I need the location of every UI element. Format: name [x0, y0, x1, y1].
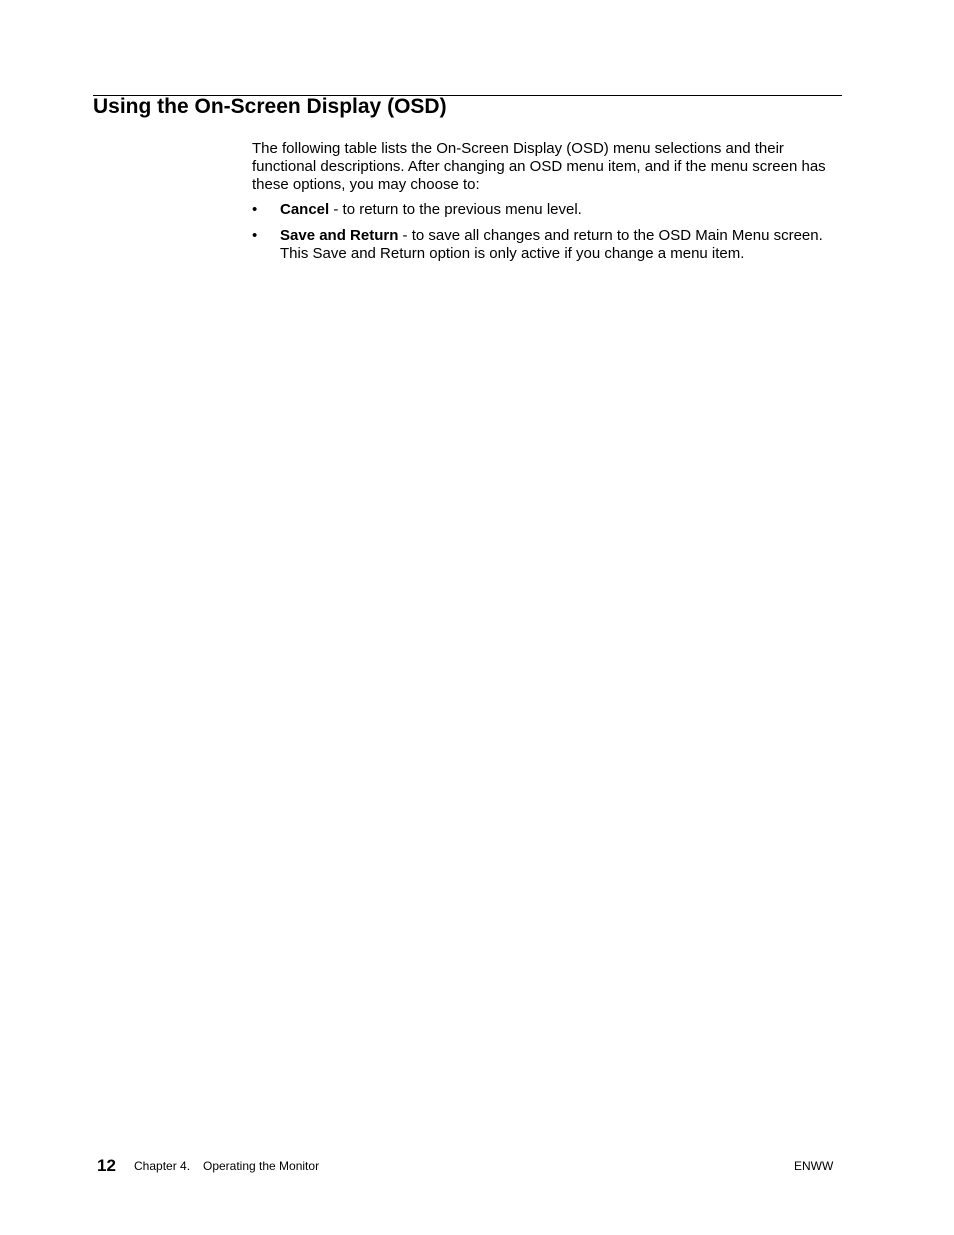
bullet-icon: • [252, 227, 258, 244]
section-heading: Using the On-Screen Display (OSD) [93, 95, 447, 118]
option-term: Save and Return [280, 227, 399, 244]
option-description: - to return to the previous menu level. [329, 201, 582, 218]
option-save-and-return [252, 227, 852, 263]
chapter-title: Operating the Monitor [203, 1159, 320, 1173]
bullet-icon: • [252, 201, 258, 218]
chapter-label: Chapter 4. [134, 1159, 191, 1173]
option-term: Cancel [280, 201, 330, 218]
document-code: ENWW [794, 1159, 834, 1173]
page-footer [0, 1155, 954, 1179]
page-number: 12 [97, 1156, 116, 1175]
section-body [252, 140, 852, 263]
options-list [252, 201, 852, 263]
intro-paragraph: The following table lists the On-Screen Display (OSD) menu selections and their functional descriptions. After changing an OSD menu item, and if the menu screen has these options, you may choose to: [252, 140, 826, 193]
option-cancel [252, 201, 852, 219]
option-description: - to save all changes and return to the OSD Main Menu screen. This Save and Return option is only active if you change a menu item. [280, 227, 823, 262]
